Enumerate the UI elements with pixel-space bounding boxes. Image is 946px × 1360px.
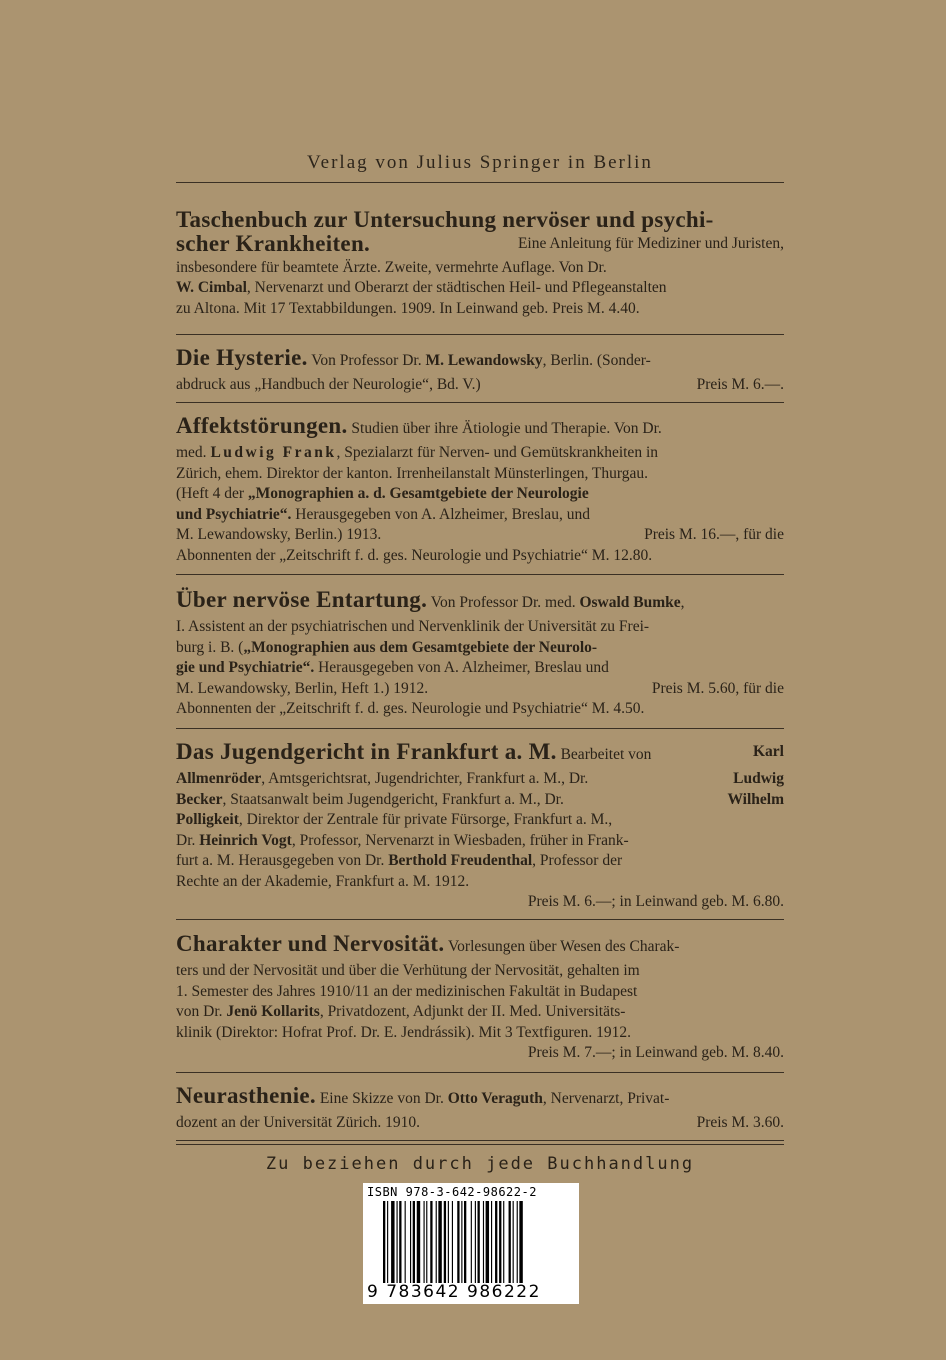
entry-text: M. Lewandowsky, Berlin, Heft 1.) 1912. [176,679,429,697]
entry-text: von Dr. [176,1003,227,1020]
entry-text: , Amtsgerichtsrat, Jugendrichter, Frankfurt a. M., Dr. [261,770,589,787]
barcode-bar [399,1201,401,1283]
series-title: „Monographien a. d. Gesamtgebiete der Neurologie [247,485,589,502]
divider [176,728,784,729]
isbn-barcode [363,1183,579,1304]
barcode-bar [471,1201,472,1283]
entry-text: furt a. M. Herausgegeben von Dr. [176,852,389,869]
author-name: Karl [753,743,784,760]
barcode-bar [509,1201,511,1283]
barcode-bar [383,1201,385,1283]
series-title: gie und Psychiatrie“. [176,659,315,676]
divider [176,574,784,575]
entry-text: Rechte an der Akademie, Frankfurt a. M. 1912. [176,872,470,890]
barcode-bar [397,1201,398,1283]
entry-title: Das Jugendgericht in Frankfurt a. M. [176,739,557,764]
entry-text: , Nervenarzt, Privat- [542,1090,670,1107]
author-name: W. Cimbal [176,279,247,296]
barcode-bar [391,1201,394,1283]
barcode-bar [499,1201,501,1283]
entry-text: , Professor der [532,852,623,869]
barcode-bar [519,1201,522,1283]
author-name: Ludwig [733,770,784,787]
author-name: Berthold Freudenthal [388,852,533,869]
publisher-line: Verlag von Julius Springer in Berlin [307,152,653,173]
barcode-bar [448,1201,449,1283]
author-name: Wilhelm [727,790,784,808]
entry-text: M. Lewandowsky, Berlin.) 1913. [176,526,382,543]
entry-entartung [176,586,784,720]
barcode-bar [424,1201,425,1283]
entry-text: Herausgegeben von A. Alzheimer, Breslau und [314,659,609,676]
entry-neurasthenie [176,1082,784,1134]
barcode-bar [426,1201,427,1283]
barcode-bar [483,1201,484,1283]
divider [176,334,784,335]
entry-title: Über nervöse Entartung. [176,587,428,612]
barcode-bar [413,1201,415,1283]
entry-text: klinik (Direktor: Hofrat Prof. Dr. E. Jendrássik). Mit 3 Textfiguren. 1912. [176,1023,631,1041]
barcode-bar [495,1201,497,1283]
entry-text: Abonnenten der „Zeitschrift f. d. ges. Neurologie und Psychiatrie“ M. 4.50. [176,700,645,717]
barcode-bar [503,1201,504,1283]
barcode-bar [464,1201,466,1283]
entry-text: Bearbeitet von [556,746,652,763]
barcode-bar [475,1201,476,1283]
entry-text: , [680,594,685,611]
entry-text: Abonnenten der „Zeitschrift f. d. ges. Neurologie und Psychiatrie“ M. 12.80. [176,546,653,564]
entry-text: Von Professor Dr. med. [427,594,580,611]
entry-text: , Privatdozent, Adjunkt der II. Med. Universitäts- [319,1003,626,1020]
entry-text: Zürich, ehem. Direktor der kanton. Irrenheilanstalt Münsterlingen, Thurgau. [176,464,649,482]
author-name: Polligkeit [176,811,239,828]
barcode-digits: 9 783642 986222 [367,1282,541,1302]
entry-text: burg i. B. ( [176,638,244,656]
barcode-bar [478,1201,480,1283]
entry-text: insbesondere für beamtete Ärzte. Zweite, vermehrte Auflage. Von Dr. [176,258,607,276]
barcode-bar [387,1201,388,1283]
barcode-bars [383,1201,569,1283]
entry-text: med. [176,444,211,461]
entry-text: , Nervenarzt und Oberarzt der städtischen Heil- und Pflegeanstalten [246,279,667,296]
entry-text: 1. Semester des Jahres 1910/11 an der medizinischen Fakultät in Budapest [176,982,638,1000]
entry-text: Eine Skizze von Dr. [315,1090,448,1107]
barcode-bar [436,1201,437,1283]
entry-charakter [176,930,784,1064]
bottom-double-rule [176,1140,784,1145]
entry-text: , Spezialarzt für Nerven- und Gemütskrankheiten in [336,444,658,461]
barcode-bar [444,1201,446,1283]
author-name: Ludwig Frank [210,444,337,461]
entry-text: abdruck aus „Handbuch der Neurologie“, Bd. V.) [176,376,481,393]
entry-title: Taschenbuch zur Untersuchung nervöser und psychi- [176,207,714,232]
entry-price: Preis M. 6.—; in Leinwand geb. M. 6.80. [527,893,784,910]
entry-text: , Direktor der Zentrale für private Fürsorge, Frankfurt a. M., [238,811,613,828]
availability-note: Zu beziehen durch jede Buchhandlung [265,1154,695,1174]
entry-text: , Berlin. (Sonder- [542,352,651,369]
entry-title: Affektstörungen. [176,413,348,438]
barcode-bar [417,1201,420,1283]
entry-text: Studien über ihre Ätiologie und Therapie. Von Dr. [347,420,662,437]
author-name: Heinrich Vogt [199,831,292,849]
entry-text: I. Assistent an der psychiatrischen und Nervenklinik der Universität zu Frei- [176,618,650,635]
entry-text: ters und der Nervosität und über die Verhütung der Nervosität, gehalten im [176,962,640,979]
series-title: „Monographien aus dem Gesamtgebiete der Neurolo- [243,638,598,656]
entry-title: Die Hysterie. [176,345,308,370]
entry-hysterie [176,344,784,396]
entry-price: Preis M. 6.—. [696,376,784,393]
author-name: M. Lewandowsky [425,352,543,369]
barcode-bar [513,1201,514,1283]
barcode-bar [517,1201,518,1283]
barcode-bar [405,1201,406,1283]
entry-text: Eine Anleitung für Mediziner und Juristen, [517,235,784,252]
entry-title-cont: scher Krankheiten. [176,231,371,256]
entry-affektstoerungen [176,412,784,566]
entry-price: Preis M. 16.—, für die [644,526,784,543]
divider [176,919,784,920]
barcode-bar [486,1201,489,1283]
entry-price-line: zu Altona. Mit 17 Textabbildungen. 1909. In Leinwand geb. Preis M. 4.40. [176,299,640,317]
entry-price: Preis M. 3.60. [696,1114,784,1131]
divider [176,402,784,403]
entry-text: (Heft 4 der [176,485,248,502]
entry-text: Von Professor Dr. [307,352,426,369]
barcode-bar [438,1201,441,1283]
entry-price: Preis M. 7.—; in Leinwand geb. M. 8.40. [527,1044,784,1061]
barcode-bar [430,1201,432,1283]
barcode-bar [410,1201,411,1283]
isbn-label: ISBN 978-3-642-98622-2 [367,1185,537,1199]
author-name: Becker [176,790,223,808]
entry-title: Neurasthenie. [176,1083,316,1108]
barcode-bar [491,1201,492,1283]
author-name: Jenö Kollarits [226,1003,320,1020]
barcode-bar [461,1201,462,1283]
entry-text: Vorlesungen über Wesen des Charak- [444,938,680,955]
entry-price: Preis M. 5.60, für die [651,679,784,697]
entry-taschenbuch [176,206,784,319]
entry-title: Charakter und Nervosität. [176,931,445,956]
author-name: Oswald Bumke [579,594,681,611]
barcode-bar [457,1201,459,1283]
entry-text: , Professor, Nervenarzt in Wiesbaden, früher in Frank- [291,831,629,849]
entry-text: , Staatsanwalt beim Jugendgericht, Frankfurt a. M., Dr. [222,790,564,808]
entry-text: Dr. [176,831,200,849]
entry-jugendgericht [176,738,784,913]
top-rule [176,182,784,183]
author-name: Allmenröder [176,770,262,787]
author-name: Otto Veraguth [447,1090,543,1107]
barcode-bar [452,1201,453,1283]
series-title: und Psychiatrie“. [176,505,292,523]
entry-text: dozent an der Universität Zürich. 1910. [176,1114,421,1131]
divider [176,1072,784,1073]
entry-text: Herausgegeben von A. Alzheimer, Breslau, und [291,505,590,523]
